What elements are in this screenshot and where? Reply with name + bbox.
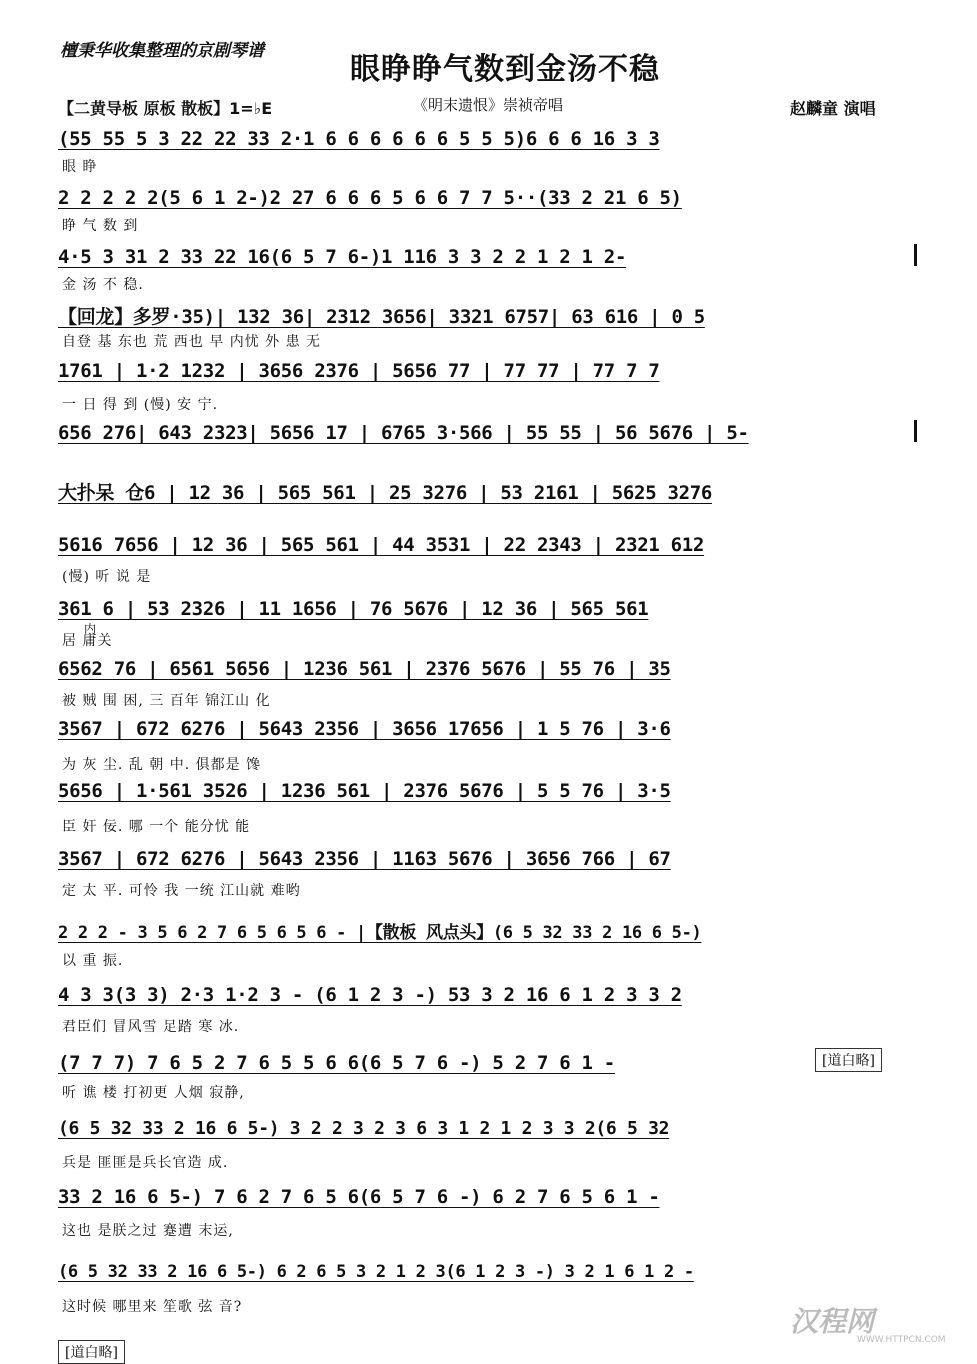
- final-barline: [914, 244, 917, 266]
- watermark-url: WWW.HTTPCN.COM: [857, 1335, 946, 1345]
- lyric-row: 以 重 振.: [62, 953, 124, 969]
- lyric-row: 被 贼 围 困, 三 百年 锦江山 化: [62, 693, 271, 709]
- notation-row: (55 55 5 3 22 22 33 2·1 6 6 6 6 6 6 5 5 5)6 6 6 16 3 3: [58, 128, 660, 150]
- lyric-row: 兵是 匪匪是兵长官造 成.: [62, 1155, 229, 1171]
- lyric-row: 这也 是朕之过 蹇遭 末运,: [62, 1223, 234, 1239]
- notation-row: 4·5 3 31 2 33 22 16(6 5 7 6-)1 116 3 3 2 2 1 2 1 2-: [58, 246, 627, 268]
- lyric-row: 金 汤 不 稳.: [62, 277, 144, 293]
- lyric-row: 听 谯 楼 打初更 人烟 寂静,: [62, 1085, 245, 1101]
- final-barline: [914, 420, 917, 442]
- lyric-row: 一 日 得 到 (慢) 安 宁.: [62, 397, 219, 413]
- lyric-row: 自登 基 东也 荒 西也 早 内忧 外 患 无: [62, 334, 322, 350]
- singer-label: 赵麟童 演唱: [790, 99, 876, 118]
- notation-row: (7 7 7) 7 6 5 2 7 6 5 5 6 6(6 5 7 6 -) 5 2 7 6 1 -: [58, 1052, 615, 1074]
- lyric-row: 居 庸关: [62, 633, 113, 649]
- notation-row: 大扑呆 仓6 | 12 36 | 565 561 | 25 3276 | 53 2161 | 5625 3276: [58, 482, 713, 504]
- lyric-row: 这时候 哪里来 笙歌 弦 音?: [62, 1299, 243, 1315]
- lyric-row: 睁 气 数 到: [62, 218, 139, 234]
- notation-row: 6562 76 | 6561 5656 | 1236 561 | 2376 5676 | 55 76 | 35: [58, 658, 671, 680]
- watermark-logo: 汉程网: [790, 1305, 875, 1338]
- collector-credit: 檀秉华收集整理的京剧琴谱: [60, 41, 264, 61]
- source-label: 《明末遗恨》崇祯帝唱: [413, 96, 564, 114]
- lyric-row: 君臣们 冒风雪 足踏 寒 冰.: [62, 1019, 240, 1035]
- notation-row: 2 2 2 - 3 5 6 2 7 6 5 6 5 6 - |【散板 风点头】(6 5 32 33 2 16 6 5-): [58, 923, 702, 943]
- notation-row: 5616 7656 | 12 36 | 565 561 | 44 3531 | 22 2343 | 2321 612: [58, 534, 705, 556]
- notation-row: 33 2 16 6 5-) 7 6 2 7 6 5 6(6 5 7 6 -) 6 2 7 6 5 6 1 -: [58, 1186, 660, 1208]
- song-title: 眼睁睁气数到金汤不稳: [350, 52, 660, 87]
- spoken-omitted-note: [道白略]: [815, 1048, 882, 1072]
- lyric-row: 眼 睁: [62, 159, 98, 175]
- notation-row: 3567 | 672 6276 | 5643 2356 | 1163 5676 | 3656 766 | 67: [58, 848, 671, 870]
- lyric-row: (慢) 听 说 是: [62, 569, 152, 585]
- lyric-row: 臣 奸 佞. 哪 一个 能分忧 能: [62, 819, 251, 835]
- lyric-row: 定 太 平. 可怜 我 一统 江山就 难哟: [62, 883, 301, 899]
- notation-row: 656 276| 643 2323| 5656 17 | 6765 3·566 | 55 55 | 56 5676 | 5-: [58, 422, 749, 444]
- notation-row: 5656 | 1·561 3526 | 1236 561 | 2376 5676 | 5 5 76 | 3·5: [58, 780, 671, 802]
- notation-row: 361 6 | 53 2326 | 11 1656 | 76 5676 | 12 36 | 565 561: [58, 598, 649, 620]
- notation-row: 1761 | 1·2 1232 | 3656 2376 | 5656 77 | 77 77 | 77 7 7: [58, 360, 660, 382]
- notation-row: (6 5 32 33 2 16 6 5-) 6 2 6 5 3 2 1 2 3(6 1 2 3 -) 3 2 1 6 1 2 -: [58, 1262, 694, 1282]
- notation-row: (6 5 32 33 2 16 6 5-) 3 2 2 3 2 3 6 3 1 2 1 2 3 3 2(6 5 32: [58, 1118, 670, 1139]
- tempo-key-label: 【二黄导板 原板 散板】1=♭E: [58, 99, 273, 118]
- notation-row: 4 3 3(3 3) 2·3 1·2 3 - (6 1 2 3 -) 53 3 2 16 6 1 2 3 3 2: [58, 984, 682, 1006]
- lyric-row: 为 灰 尘. 乱 朝 中. 俱都是 馋: [62, 757, 262, 773]
- notation-row: 2 2 2 2 2(5 6 1 2-)2 27 6 6 6 5 6 6 7 7 5··(33 2 21 6 5): [58, 187, 682, 209]
- performance-mark: 内: [84, 622, 97, 636]
- spoken-omitted-note: [道白略]: [58, 1340, 125, 1364]
- notation-row: 【回龙】多罗·35)| 132 36| 2312 3656| 3321 6757| 63 616 | 0 5: [58, 306, 705, 328]
- notation-row: 3567 | 672 6276 | 5643 2356 | 3656 17656 | 1 5 76 | 3·6: [58, 718, 671, 740]
